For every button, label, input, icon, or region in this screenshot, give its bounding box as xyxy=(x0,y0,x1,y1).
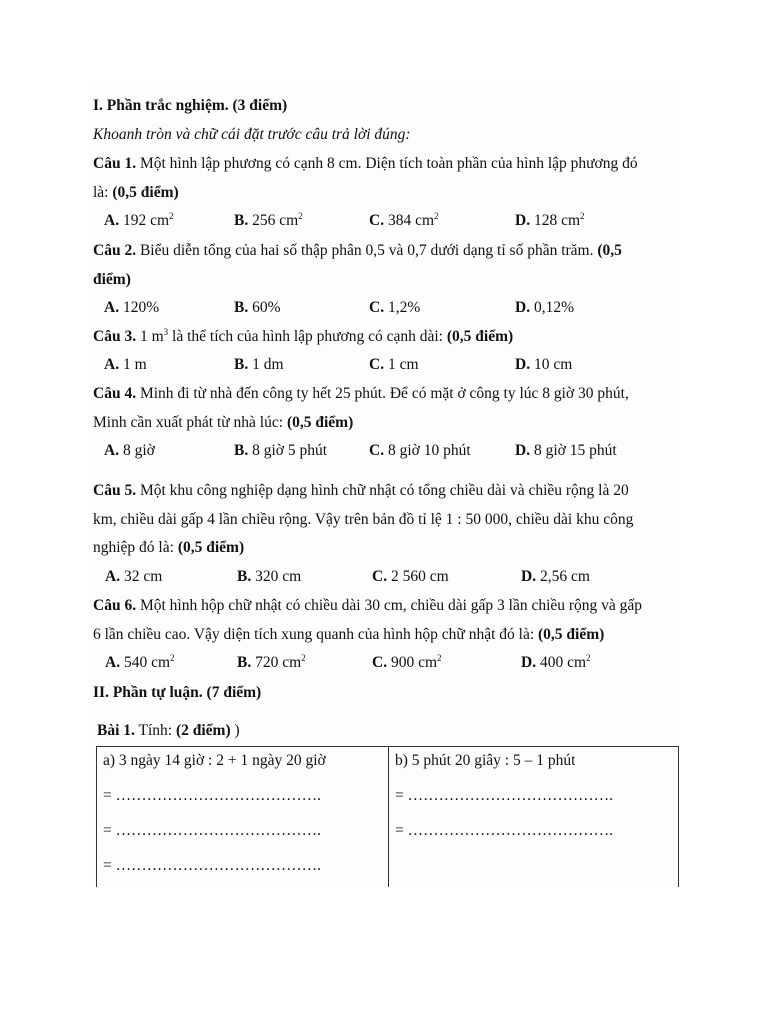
answer-line[interactable]: = …………………………………. xyxy=(395,787,613,804)
answer-line[interactable]: = …………………………………. xyxy=(103,787,321,804)
q2-options xyxy=(0,298,768,318)
bai1-label: Bài 1. xyxy=(97,722,135,739)
q3-option-a[interactable]: A. 1 m xyxy=(104,356,147,373)
q6-label: Câu 6. xyxy=(93,597,137,614)
q2-text: Biểu diễn tổng của hai số thập phân 0,5 và 0,7 dưới dạng tỉ số phần trăm. xyxy=(136,242,598,259)
q2-option-d[interactable]: D. 0,12% xyxy=(515,299,574,316)
q6-option-d[interactable]: D. 400 $cm^2$ xyxy=(521,652,591,671)
bai1-col-a xyxy=(97,747,389,888)
q4-option-c[interactable]: C. 8 giờ 10 phút xyxy=(369,442,471,459)
q6-option-b[interactable]: B. 720 $cm^2$ xyxy=(237,652,306,671)
q4-points: (0,5 điểm) xyxy=(286,414,354,431)
q1-text-line2: là: (0,5 điểm) xyxy=(93,184,179,201)
q1-options xyxy=(0,211,768,231)
q6-option-a[interactable]: A. 540 $cm^2$ xyxy=(105,652,175,671)
q5-option-d[interactable]: D. 2,56 cm xyxy=(521,568,590,585)
bai1-heading: Bài 1. Tính: (2 điểm) ) xyxy=(97,722,240,739)
q1-option-a[interactable]: A. 192 $cm^2$ xyxy=(104,210,174,229)
bai1-points: (2 điểm) xyxy=(175,722,231,739)
q5-option-a[interactable]: A. 32 cm xyxy=(105,568,163,585)
part1-heading: I. Phần trắc nghiệm. (3 điểm) xyxy=(93,97,288,114)
answer-line[interactable]: = …………………………………. xyxy=(395,822,613,839)
bai1-work-table xyxy=(96,746,679,887)
answer-line[interactable]: = …………………………………. xyxy=(103,822,321,839)
q5-option-c[interactable]: C. 2 560 cm xyxy=(372,568,449,585)
q5-label: Câu 5. xyxy=(93,482,137,499)
part2-heading: II. Phần tự luận. (7 điểm) xyxy=(93,684,262,701)
q5-points: (0,5 điểm) xyxy=(177,539,245,556)
q3-options xyxy=(0,355,768,375)
q4-options xyxy=(0,441,768,461)
q1-option-d[interactable]: D. 128 $cm^2$ xyxy=(515,210,585,229)
q1-option-b[interactable]: B. 256 $cm^2$ xyxy=(234,210,303,229)
q5-text-line2: km, chiều dài gấp 4 lần chiều rộng. Vậy trên bản đồ tỉ lệ 1 : 50 000, chiều dài khu công xyxy=(93,511,634,528)
q2-points: điểm) xyxy=(93,271,131,288)
q3-option-b[interactable]: B. 1 dm xyxy=(234,356,284,373)
bai1-problem-b: b) 5 phút 20 giây : 5 – 1 phút xyxy=(395,752,576,769)
q3-label: Câu 3. xyxy=(93,328,137,345)
bai1-problem-a: a) 3 ngày 14 giờ : 2 + 1 ngày 20 giờ xyxy=(103,752,326,769)
q4-text: Minh đi từ nhà đến công ty hết 25 phút. Để có mặt ở công ty lúc 8 giờ 30 phút, xyxy=(136,385,629,402)
q6-text-line1 xyxy=(93,596,642,616)
q2-option-b[interactable]: B. 60% xyxy=(234,299,281,316)
q6-points: (0,5 điểm) xyxy=(538,626,605,643)
q5-text-line1 xyxy=(93,481,629,501)
answer-line[interactable]: = …………………………………. xyxy=(103,857,321,874)
q4-option-a[interactable]: A. 8 giờ xyxy=(104,442,155,459)
q4-option-d[interactable]: D. 8 giờ 15 phút xyxy=(515,442,617,459)
q3-option-d[interactable]: D. 10 cm xyxy=(515,356,573,373)
q1-points: (0,5 điểm) xyxy=(112,184,179,201)
q6-option-c[interactable]: C. 900 $cm^2$ xyxy=(372,652,442,671)
q5-text: Một khu công nghiệp dạng hình chữ nhật có tổng chiều dài và chiều rộng là 20 xyxy=(136,482,629,499)
q2-label: Câu 2. xyxy=(93,242,137,259)
q3-points: (0,5 điểm) xyxy=(446,328,514,345)
q6-text: Một hình hộp chữ nhật có chiều dài 30 cm, chiều dài gấp 3 lần chiều rộng và gấp xyxy=(136,597,643,614)
q2-option-c[interactable]: C. 1,2% xyxy=(369,299,421,316)
q6-options xyxy=(0,653,768,673)
q4-label: Câu 4. xyxy=(93,385,137,402)
q2-option-a[interactable]: A. 120% xyxy=(104,299,160,316)
q1-text-line1 xyxy=(93,154,638,174)
q4-option-b[interactable]: B. 8 giờ 5 phút xyxy=(234,442,328,459)
part1-instruction: Khoanh tròn và chữ cái đặt trước câu trả lời đúng: xyxy=(93,126,411,143)
q3-text-line1: Câu 3. 1 $m^3$ là thể tích của hình lập phương có cạnh dài: (0,5 điểm) xyxy=(93,326,514,345)
q1-option-c[interactable]: C. 384 $cm^2$ xyxy=(369,210,439,229)
q6-text-line2: 6 lần chiều cao. Vậy diện tích xung quanh của hình hộp chữ nhật đó là: (0,5 điểm) xyxy=(93,626,605,643)
bai1-col-b xyxy=(389,747,679,888)
q1-label: Câu 1. xyxy=(93,155,137,172)
q5-options xyxy=(0,567,768,587)
q5-option-b[interactable]: B. 320 cm xyxy=(237,568,302,585)
q5-text-line3: nghiệp đó là: (0,5 điểm) xyxy=(93,539,245,556)
q2-text-line1: Câu 2. Biểu diễn tổng của hai số thập phân 0,5 và 0,7 dưới dạng tỉ số phần trăm. (0,5 xyxy=(93,242,622,259)
q1-text: Một hình lập phương có cạnh 8 cm. Diện tích toàn phần của hình lập phương đó xyxy=(136,155,638,172)
q3-option-c[interactable]: C. 1 cm xyxy=(369,356,419,373)
q4-text-line2: Minh cần xuất phát từ nhà lúc: (0,5 điểm) xyxy=(93,414,354,431)
q4-text-line1 xyxy=(93,384,629,404)
